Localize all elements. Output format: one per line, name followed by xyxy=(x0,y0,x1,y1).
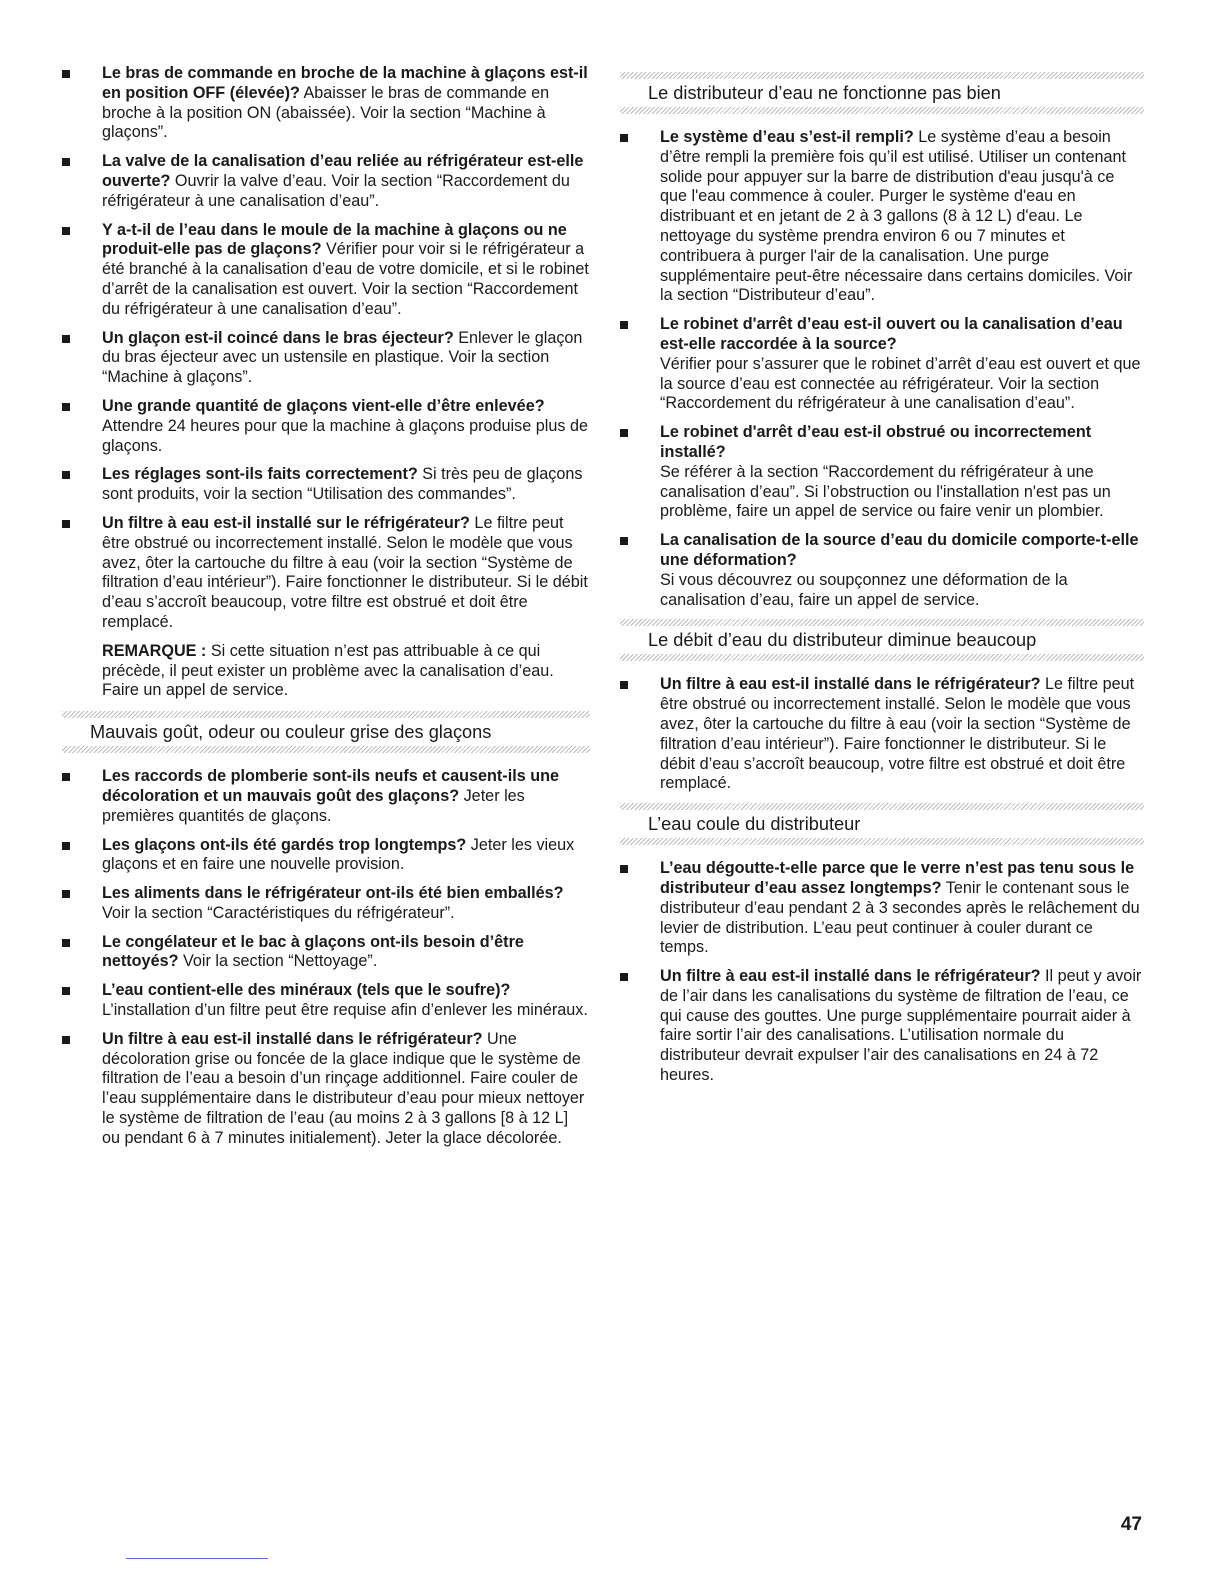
list-item: Les raccords de plomberie sont-ils neufs et causent-ils une décoloration et un mauvais goût des glaçons? Jeter les premières quantités de glaçons. xyxy=(62,767,590,826)
bullet-icon xyxy=(62,227,70,235)
list-item: Le robinet d'arrêt d’eau est-il ouvert ou la canalisation d’eau est-elle raccordée à la source? Vérifier pour s’assurer que le robinet d’arrêt d’eau est ouvert et que la source d’eau est connectée au réfrigérateur. Voir la section “Raccordement du réfrigérateur à une canalisation d’eau”. xyxy=(620,315,1144,414)
bullet-icon xyxy=(620,973,628,981)
right-column xyxy=(620,72,1144,1095)
bullet-icon xyxy=(620,321,628,329)
bullet-icon xyxy=(62,1036,70,1044)
hatch-divider xyxy=(620,619,1144,626)
list-item: Les réglages sont-ils faits correctement? Si très peu de glaçons sont produits, voir la section “Utilisation des commandes”. xyxy=(62,465,590,505)
hatch-divider xyxy=(620,838,1144,845)
bullet-icon xyxy=(620,429,628,437)
page-number: 47 xyxy=(1120,1514,1142,1535)
bullet-icon xyxy=(620,865,628,873)
section-title: L’eau coule du distributeur xyxy=(648,814,861,835)
list-item: Le bras de commande en broche de la machine à glaçons est-il en position OFF (élevée)? Abaisser le bras de commande en broche à la position ON (abaissée). Voir la section “Machine à glaçons”. xyxy=(62,64,590,143)
bullet-icon xyxy=(62,842,70,850)
hatch-divider xyxy=(620,107,1144,114)
bullet-icon xyxy=(62,70,70,78)
hatch-divider xyxy=(620,654,1144,661)
bullet-icon xyxy=(62,471,70,479)
bullet-icon xyxy=(62,987,70,995)
hatch-divider xyxy=(62,711,590,718)
section-title: Mauvais goût, odeur ou couleur grise des glaçons xyxy=(90,722,492,743)
bullet-icon xyxy=(62,520,70,528)
hatch-divider xyxy=(620,72,1144,79)
bullet-icon xyxy=(62,335,70,343)
bullet-icon xyxy=(62,890,70,898)
list-item: Un filtre à eau est-il installé dans le réfrigérateur? Il peut y avoir de l’air dans les canalisations du système de filtration de l’eau, ce qui cause des gouttes. Une purge supplémentaire pourrait aider à faire sortir l’air des canalisations. L’utilisation normale du distributeur devrait expulser l’air des canalisations en 24 à 72 heures. xyxy=(620,967,1144,1086)
list-item: Un glaçon est-il coincé dans le bras éjecteur? Enlever le glaçon du bras éjecteur avec un ustensile en plastique. Voir la section “Machine à glaçons”. xyxy=(62,329,590,388)
section-title: Le débit d’eau du distributeur diminue beaucoup xyxy=(648,630,1037,651)
section-header xyxy=(62,711,590,753)
section-title: Le distributeur d’eau ne fonctionne pas bien xyxy=(648,83,1001,103)
bullet-icon xyxy=(620,681,628,689)
bottom-rule xyxy=(126,1558,268,1559)
list-item: Le système d’eau s’est-il rempli? Le système d’eau a besoin d’être rempli la première fois qu’il est utilisé. Utiliser un contenant solide pour appuyer sur la barre de distribution d'eau jusqu'à ce que l'eau commence à couler. Purger le système d'eau en distribuant et en jetant de 2 à 3 gallons (8 à 12 L) d'eau. Le nettoyage du système prendra environ 6 ou 7 minutes et contribuera à purger l'air de la canalisation. Une purge supplémentaire peut-être nécessaire dans certains domiciles. Voir la section “Distributeur d’eau”. xyxy=(620,128,1144,306)
bullet-icon xyxy=(62,158,70,166)
list-item: L’eau dégoutte-t-elle parce que le verre n’est pas tenu sous le distributeur d’eau assez longtemps? Tenir le contenant sous le distributeur d’eau pendant 2 à 3 secondes après le relâchement du levier de distribution. L’eau peut continuer à couler durant ce temps. xyxy=(620,859,1144,958)
note-paragraph: REMARQUE : Si cette situation n’est pas attribuable à ce qui précède, il peut exister un problème avec la canalisation d’eau. Faire un appel de service. xyxy=(102,641,554,700)
list-item: Un filtre à eau est-il installé dans le réfrigérateur? Le filtre peut être obstrué ou incorrectement installé. Selon le modèle que vous avez, ôter la cartouche du filtre à eau (voir la section “Système de filtration d’eau intérieur”). Faire fonctionner le distributeur. Si le débit d’eau s’accroît beaucoup, votre filtre est obstrué et doit être remplacé. xyxy=(620,675,1144,794)
list-item: L’eau contient-elle des minéraux (tels que le soufre)? L’installation d’un filtre peut être requise afin d’enlever les minéraux. xyxy=(62,981,590,1021)
list-item: Un filtre à eau est-il installé sur le réfrigérateur? Le filtre peut être obstrué ou incorrectement installé. Selon le modèle que vous avez, ôter la cartouche du filtre à eau (voir la section “Système de filtration d’eau intérieur”). Faire fonctionner le distributeur. Si le débit d’eau s’accroît beaucoup, votre filtre est obstrué et doit être remplacé. xyxy=(62,514,590,633)
list-item: La canalisation de la source d’eau du domicile comporte-t-elle une déformation? Si vous découvrez ou soupçonnez une déformation de la canalisation d’eau, faire un appel de service. xyxy=(620,531,1144,610)
bullet-icon xyxy=(62,939,70,947)
bullet-icon xyxy=(620,134,628,142)
note-label: REMARQUE : xyxy=(102,641,207,660)
list-item: Y a-t-il de l’eau dans le moule de la machine à glaçons ou ne produit-elle pas de glaçons? Vérifier pour voir si le réfrigérateur a été branché à la canalisation d’eau de votre domicile, et si le robinet d’arrêt de la canalisation est ouvert. Voir la section “Raccordement du réfrigérateur à une canalisation d’eau”. xyxy=(62,221,590,320)
left-column xyxy=(62,64,590,1158)
bullet-icon xyxy=(62,403,70,411)
list-item: La valve de la canalisation d’eau reliée au réfrigérateur est-elle ouverte? Ouvrir la valve d’eau. Voir la section “Raccordement du réfrigérateur à une canalisation d’eau”. xyxy=(62,152,590,211)
section-header xyxy=(620,619,1144,661)
list-item: Un filtre à eau est-il installé dans le réfrigérateur? Une décoloration grise ou foncée de la glace indique que le système de filtration de l’eau a besoin d’un rinçage additionnel. Faire couler de l’eau supplémentaire dans le distributeur d’eau pour mieux nettoyer le système de filtration de l’eau (au moins 2 à 3 gallons [8 à 12 L] ou pendant 6 à 7 minutes initialement). Jeter la glace décolorée. xyxy=(62,1030,590,1149)
list-item: Une grande quantité de glaçons vient-elle d’être enlevée? Attendre 24 heures pour que la machine à glaçons produise plus de glaçons. xyxy=(62,397,590,456)
hatch-divider xyxy=(620,803,1144,810)
section-header xyxy=(620,803,1144,845)
bullet-icon xyxy=(620,537,628,545)
bullet-icon xyxy=(62,773,70,781)
section-header xyxy=(620,72,1144,114)
hatch-divider xyxy=(62,746,590,753)
list-item: Le robinet d'arrêt d’eau est-il obstrué ou incorrectement installé? Se référer à la section “Raccordement du réfrigérateur à une canalisation d’eau”. Si l’obstruction ou l'installation n'est pas un problème, faire un appel de service ou faire venir un plombier. xyxy=(620,423,1144,522)
list-item: Les aliments dans le réfrigérateur ont-ils été bien emballés? Voir la section “Caractéristiques du réfrigérateur”. xyxy=(62,884,590,924)
list-item: Le congélateur et le bac à glaçons ont-ils besoin d’être nettoyés? Voir la section “Nettoyage”. xyxy=(62,933,590,973)
list-item: Les glaçons ont-ils été gardés trop longtemps? Jeter les vieux glaçons et en faire une nouvelle provision. xyxy=(62,836,590,876)
